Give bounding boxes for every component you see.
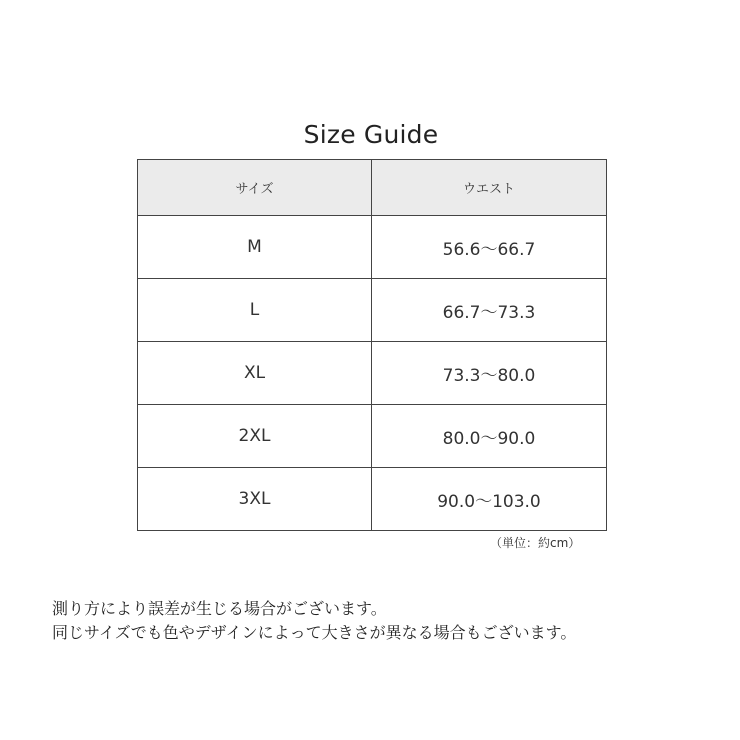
table-row	[138, 279, 607, 342]
size-cell: 2XL	[138, 405, 372, 468]
table-header-row	[138, 160, 607, 216]
size-table	[137, 159, 607, 531]
size-cell: XL	[138, 342, 372, 405]
waist-cell: 80.0～90.0	[372, 405, 607, 468]
waist-cell: 73.3～80.0	[372, 342, 607, 405]
note-line: 測り方により誤差が生じる場合がございます。	[52, 599, 387, 618]
waist-cell: 90.0～103.0	[372, 468, 607, 531]
size-cell: M	[138, 216, 372, 279]
size-cell: L	[138, 279, 372, 342]
note-line: 同じサイズでも色やデザインによって大きさが異なる場合もございます。	[52, 623, 577, 642]
column-header-waist: ウエスト	[372, 160, 607, 216]
column-header-size: サイズ	[138, 160, 372, 216]
table-row	[138, 468, 607, 531]
table-row	[138, 405, 607, 468]
table-row	[138, 342, 607, 405]
unit-note: （単位：約cm）	[490, 536, 581, 550]
waist-cell: 66.7～73.3	[372, 279, 607, 342]
table-row	[138, 216, 607, 279]
page-title: Size Guide	[303, 120, 439, 149]
waist-cell: 56.6～66.7	[372, 216, 607, 279]
notes-block	[52, 597, 732, 645]
size-cell: 3XL	[138, 468, 372, 531]
